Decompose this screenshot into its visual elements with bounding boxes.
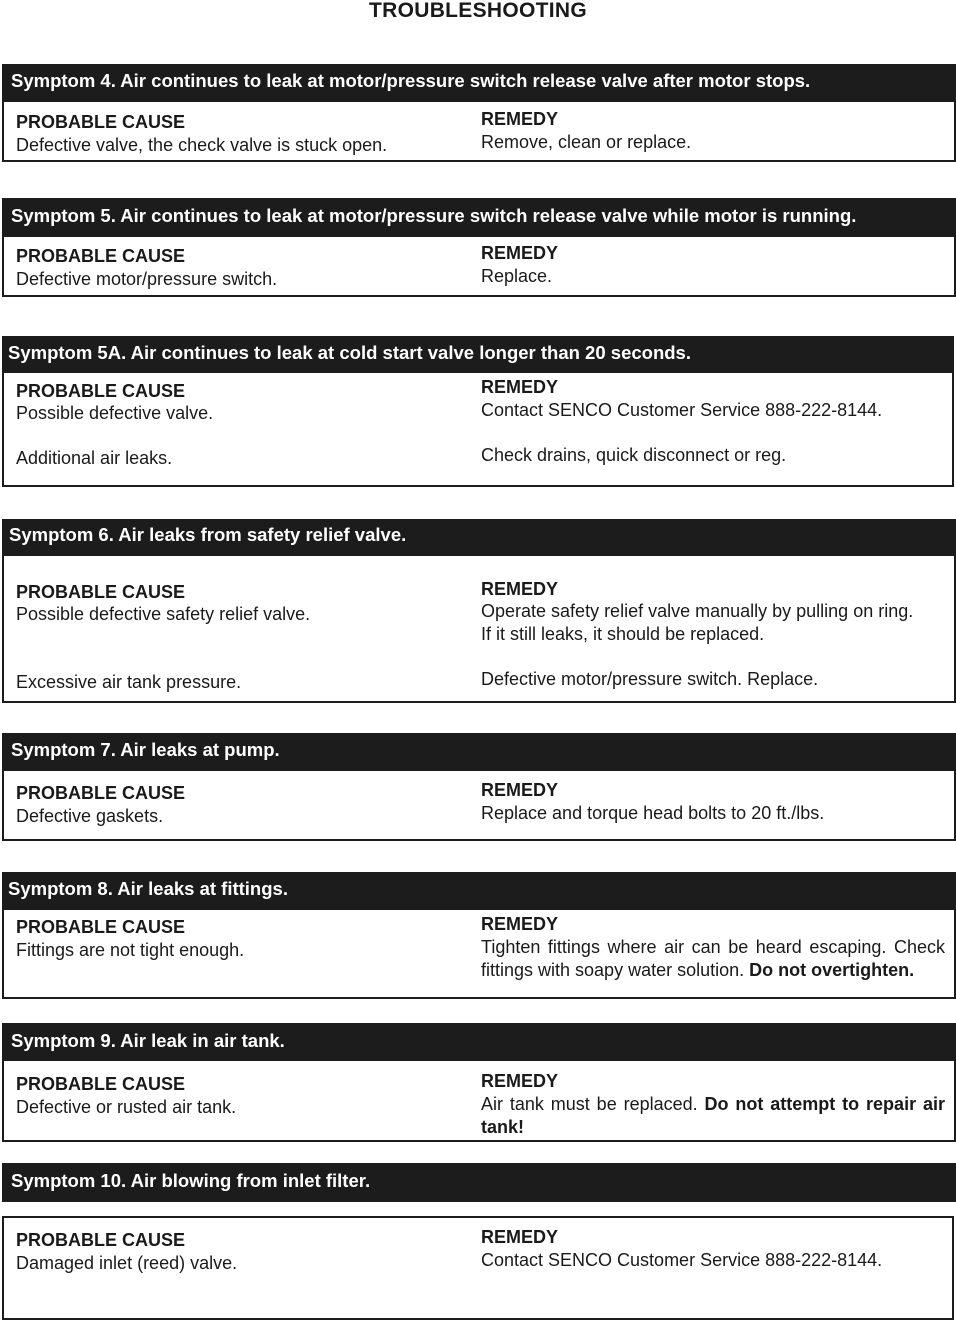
remedy-label: REMEDY: [481, 1227, 559, 1247]
cause-label: PROBABLE CAUSE: [16, 917, 186, 937]
cause-label: PROBABLE CAUSE: [16, 381, 186, 401]
cause-text: Defective or rusted air tank.: [16, 1097, 237, 1117]
symptom-6-heading: Symptom 6. Air leaks from safety relief valve.: [2, 519, 956, 556]
remedy-label: REMEDY: [481, 914, 559, 934]
remedy-label: REMEDY: [481, 109, 559, 129]
symptom-7-heading: Symptom 7. Air leaks at pump.: [2, 733, 956, 771]
cause-text: Possible defective valve.: [16, 403, 214, 423]
page-title: TROUBLESHOOTING: [369, 0, 587, 22]
cause-text: Additional air leaks.: [16, 448, 173, 468]
cause-label: PROBABLE CAUSE: [16, 112, 186, 132]
remedy-label: REMEDY: [481, 579, 559, 599]
remedy-text: Remove, clean or replace.: [481, 132, 692, 152]
remedy-text: Air tank must be replaced.: [481, 1094, 698, 1114]
symptom-8-heading: Symptom 8. Air leaks at fittings.: [2, 872, 956, 910]
remedy-paragraph: [481, 1093, 945, 1138]
remedy-text: Replace.: [481, 266, 553, 286]
symptom-9-heading: Symptom 9. Air leak in air tank.: [2, 1023, 956, 1061]
remedy-text: Tighten fittings where air can be heard escaping. Check fittings with soapy water solution.: [481, 937, 945, 980]
cause-text: Damaged inlet (reed) valve.: [16, 1253, 238, 1273]
remedy-text: If it still leaks, it should be replaced.: [481, 624, 765, 644]
symptom-10-heading: Symptom 10. Air blowing from inlet filter.: [2, 1163, 956, 1202]
cause-label: PROBABLE CAUSE: [16, 1230, 186, 1250]
remedy-paragraph: [481, 936, 945, 981]
cause-text: Possible defective safety relief valve.: [16, 604, 311, 624]
cause-text: Excessive air tank pressure.: [16, 672, 242, 692]
cause-text: Fittings are not tight enough.: [16, 940, 245, 960]
remedy-label: REMEDY: [481, 377, 559, 397]
remedy-label: REMEDY: [481, 243, 559, 263]
remedy-text: Check drains, quick disconnect or reg.: [481, 445, 787, 465]
symptom-5-heading: Symptom 5. Air continues to leak at motor/pressure switch release valve while motor is running.: [2, 198, 956, 237]
remedy-warning: Do not attempt to repair air tank!: [481, 1094, 945, 1137]
cause-label: PROBABLE CAUSE: [16, 1074, 186, 1094]
remedy-text: Replace and torque head bolts to 20 ft./lbs.: [481, 803, 825, 823]
symptom-4-heading: Symptom 4. Air continues to leak at motor/pressure switch release valve after motor stops.: [2, 64, 956, 102]
cause-label: PROBABLE CAUSE: [16, 783, 186, 803]
cause-label: PROBABLE CAUSE: [16, 246, 186, 266]
remedy-text: Contact SENCO Customer Service 888-222-8144.: [481, 400, 883, 420]
cause-text: Defective gaskets.: [16, 806, 164, 826]
remedy-text: Defective motor/pressure switch. Replace.: [481, 669, 819, 689]
cause-text: Defective valve, the check valve is stuck open.: [16, 135, 388, 155]
remedy-text: Contact SENCO Customer Service 888-222-8144.: [481, 1250, 883, 1270]
cause-text: Defective motor/pressure switch.: [16, 269, 278, 289]
remedy-label: REMEDY: [481, 780, 559, 800]
cause-label: PROBABLE CAUSE: [16, 582, 186, 602]
remedy-label: REMEDY: [481, 1071, 559, 1091]
remedy-warning: Do not overtighten.: [749, 959, 915, 980]
symptom-5a-heading: Symptom 5A. Air continues to leak at cold start valve longer than 20 seconds.: [2, 336, 954, 373]
remedy-text: Operate safety relief valve manually by pulling on ring.: [481, 601, 914, 621]
